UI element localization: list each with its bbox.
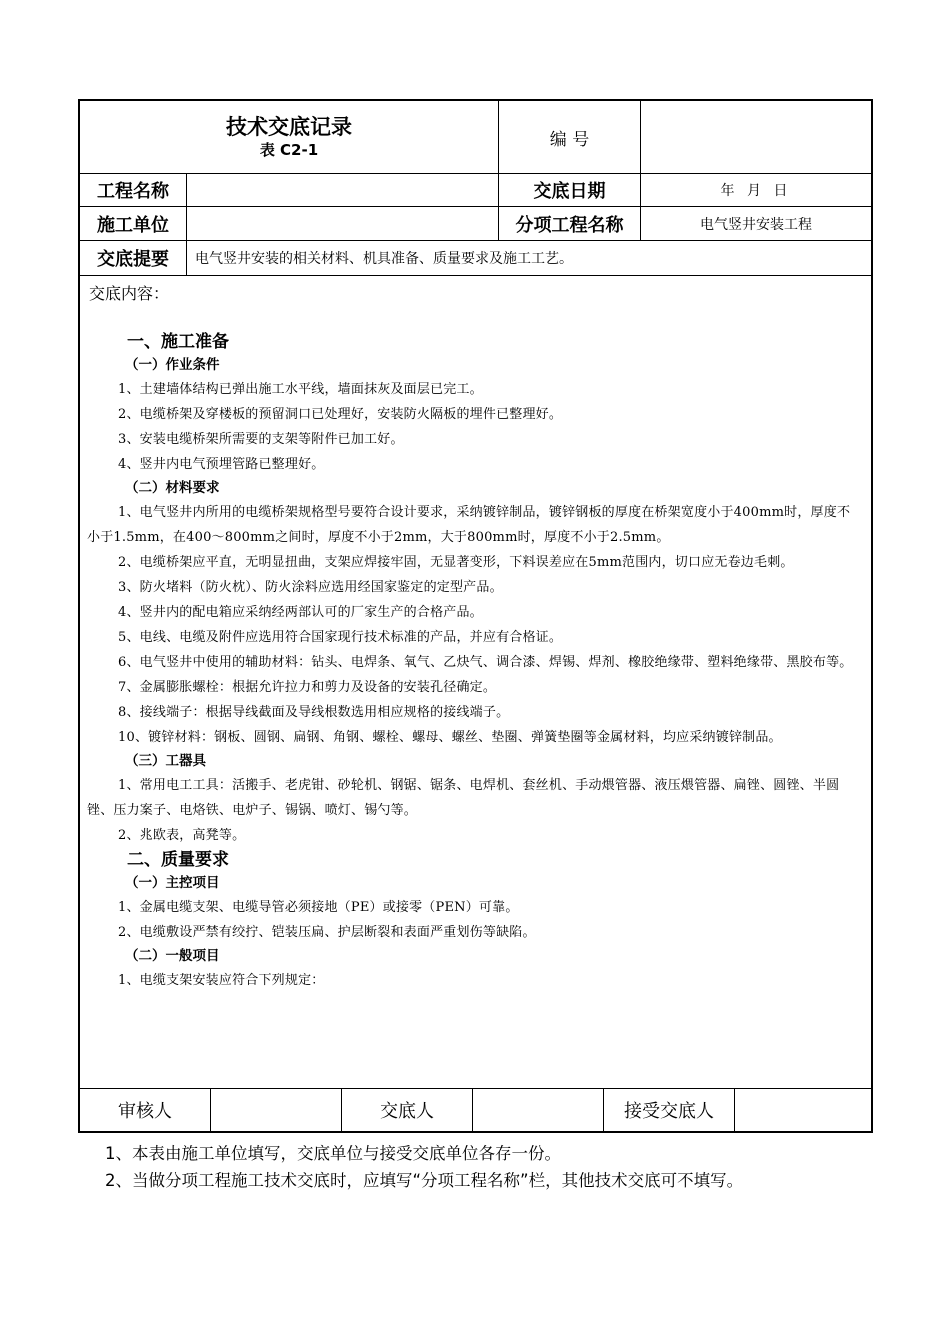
unit-field[interactable] — [187, 207, 499, 240]
number-field[interactable] — [641, 101, 871, 173]
summary-label: 交底提要 — [80, 241, 187, 275]
content-paragraph: 1、土建墙体结构已弹出施工水平线，墙面抹灰及面层已完工。 — [118, 382, 483, 397]
form-notes — [105, 1140, 743, 1194]
subsection-heading: （二）材料要求 — [125, 480, 220, 496]
subsection-heading: （一）作业条件 — [125, 357, 220, 373]
title-cell — [80, 101, 499, 173]
content-body — [87, 330, 861, 993]
summary-field[interactable]: 电气竖井安装的相关材料、机具准备、质量要求及施工工艺。 — [195, 251, 573, 267]
content-paragraph: 10、镀锌材料：钢板、圆钢、扁钢、角钢、螺栓、螺母、螺丝、垫圈、弹簧垫圈等金属材料，均应采纳镀锌制品。 — [118, 730, 782, 745]
subitem-field[interactable]: 电气竖井安装工程 — [700, 216, 812, 233]
subsection-heading: （一）主控项目 — [125, 875, 220, 891]
subitem-label: 分项工程名称 — [499, 207, 641, 240]
receiver-label: 接受交底人 — [604, 1089, 735, 1131]
unit-row — [80, 207, 871, 241]
reviewer-field[interactable] — [211, 1089, 342, 1131]
subsection-heading: （二）一般项目 — [125, 948, 220, 964]
content-paragraph: 3、防火堵料（防火枕）、防火涂料应选用经国家鉴定的定型产品。 — [118, 580, 503, 595]
content-paragraph: 1、电气竖井内所用的电缆桥架规格型号要符合设计要求，采纳镀锌制品，镀锌钢板的厚度在桥架宽度小于400mm时，厚度不小于1.5mm，在400～800mm之间时，厚度不小于2mm，大于800mm时，厚度不小于2.5mm。 — [87, 505, 851, 545]
content-paragraph: 7、金属膨胀螺栓：根据允许拉力和剪力及设备的安装孔径确定。 — [118, 680, 497, 695]
summary-row — [80, 241, 871, 276]
subsection-heading: （三）工器具 — [125, 753, 206, 769]
presenter-label: 交底人 — [342, 1089, 473, 1131]
form-code: 表 C2-1 — [259, 141, 319, 159]
form-title: 技术交底记录 — [226, 115, 352, 139]
content-paragraph: 1、金属电缆支架、电缆导管必须接地（PE）或接零（PEN）可靠。 — [118, 900, 519, 915]
content-paragraph: 8、接线端子：根据导线截面及导线根数选用相应规格的接线端子。 — [118, 705, 510, 720]
content-paragraph: 5、电线、电缆及附件应选用符合国家现行技术标准的产品，并应有合格证。 — [118, 630, 563, 645]
content-paragraph: 4、竖井内电气预埋管路已整理好。 — [118, 457, 325, 472]
reviewer-label: 审核人 — [80, 1089, 211, 1131]
section-heading: 二、质量要求 — [127, 850, 229, 870]
content-paragraph: 2、电缆桥架应平直，无明显扭曲，支架应焊接牢固，无显著变形，下料误差应在5mm范围内，切口应无卷边毛刺。 — [118, 555, 794, 570]
project-name-label: 工程名称 — [80, 174, 187, 206]
content-paragraph: 4、竖井内的配电箱应采纳经两部认可的厂家生产的合格产品。 — [118, 605, 483, 620]
content-area — [80, 276, 871, 1089]
content-paragraph: 3、安装电缆桥架所需要的支架等附件已加工好。 — [118, 432, 404, 447]
content-paragraph: 2、电缆桥架及穿楼板的预留洞口已处理好，安装防火隔板的埋件已整理好。 — [118, 407, 563, 422]
content-paragraph: 2、电缆敷设严禁有绞拧、铠装压扁、护层断裂和表面严重划伤等缺陷。 — [118, 925, 536, 940]
unit-label: 施工单位 — [80, 207, 187, 240]
content-paragraph: 2、兆欧表，高凳等。 — [118, 828, 246, 843]
project-name-field[interactable] — [187, 174, 499, 206]
section-heading: 一、施工准备 — [127, 332, 229, 352]
content-paragraph: 6、电气竖井中使用的辅助材料：钻头、电焊条、氧气、乙炔气、调合漆、焊锡、焊剂、橡胶绝缘带、塑料绝缘带、黑胶布等。 — [118, 655, 853, 670]
presenter-field[interactable] — [473, 1089, 604, 1131]
date-label: 交底日期 — [499, 174, 641, 206]
note-item: 2、当做分项工程施工技术交底时，应填写“分项工程名称”栏，其他技术交底可不填写。 — [105, 1171, 744, 1190]
number-label: 编 号 — [499, 101, 641, 173]
signature-row — [80, 1089, 871, 1131]
note-item: 1、本表由施工单位填写，交底单位与接受交底单位各存一份。 — [105, 1144, 561, 1163]
receiver-field[interactable] — [735, 1089, 871, 1131]
date-field[interactable]: 年 月 日 — [720, 183, 792, 199]
tech-briefing-form — [78, 99, 873, 1133]
content-paragraph: 1、常用电工工具：活搬手、老虎钳、砂轮机、钢锯、锯条、电焊机、套丝机、手动煨管器、液压煨管器、扁锉、圆锉、半圆锉、压力案子、电烙铁、电炉子、锡锅、喷灯、锡勺等。 — [87, 778, 840, 818]
header-row — [80, 101, 871, 174]
content-paragraph: 1、电缆支架安装应符合下列规定： — [118, 973, 325, 988]
project-row — [80, 174, 871, 207]
content-label: 交底内容： — [89, 284, 170, 303]
